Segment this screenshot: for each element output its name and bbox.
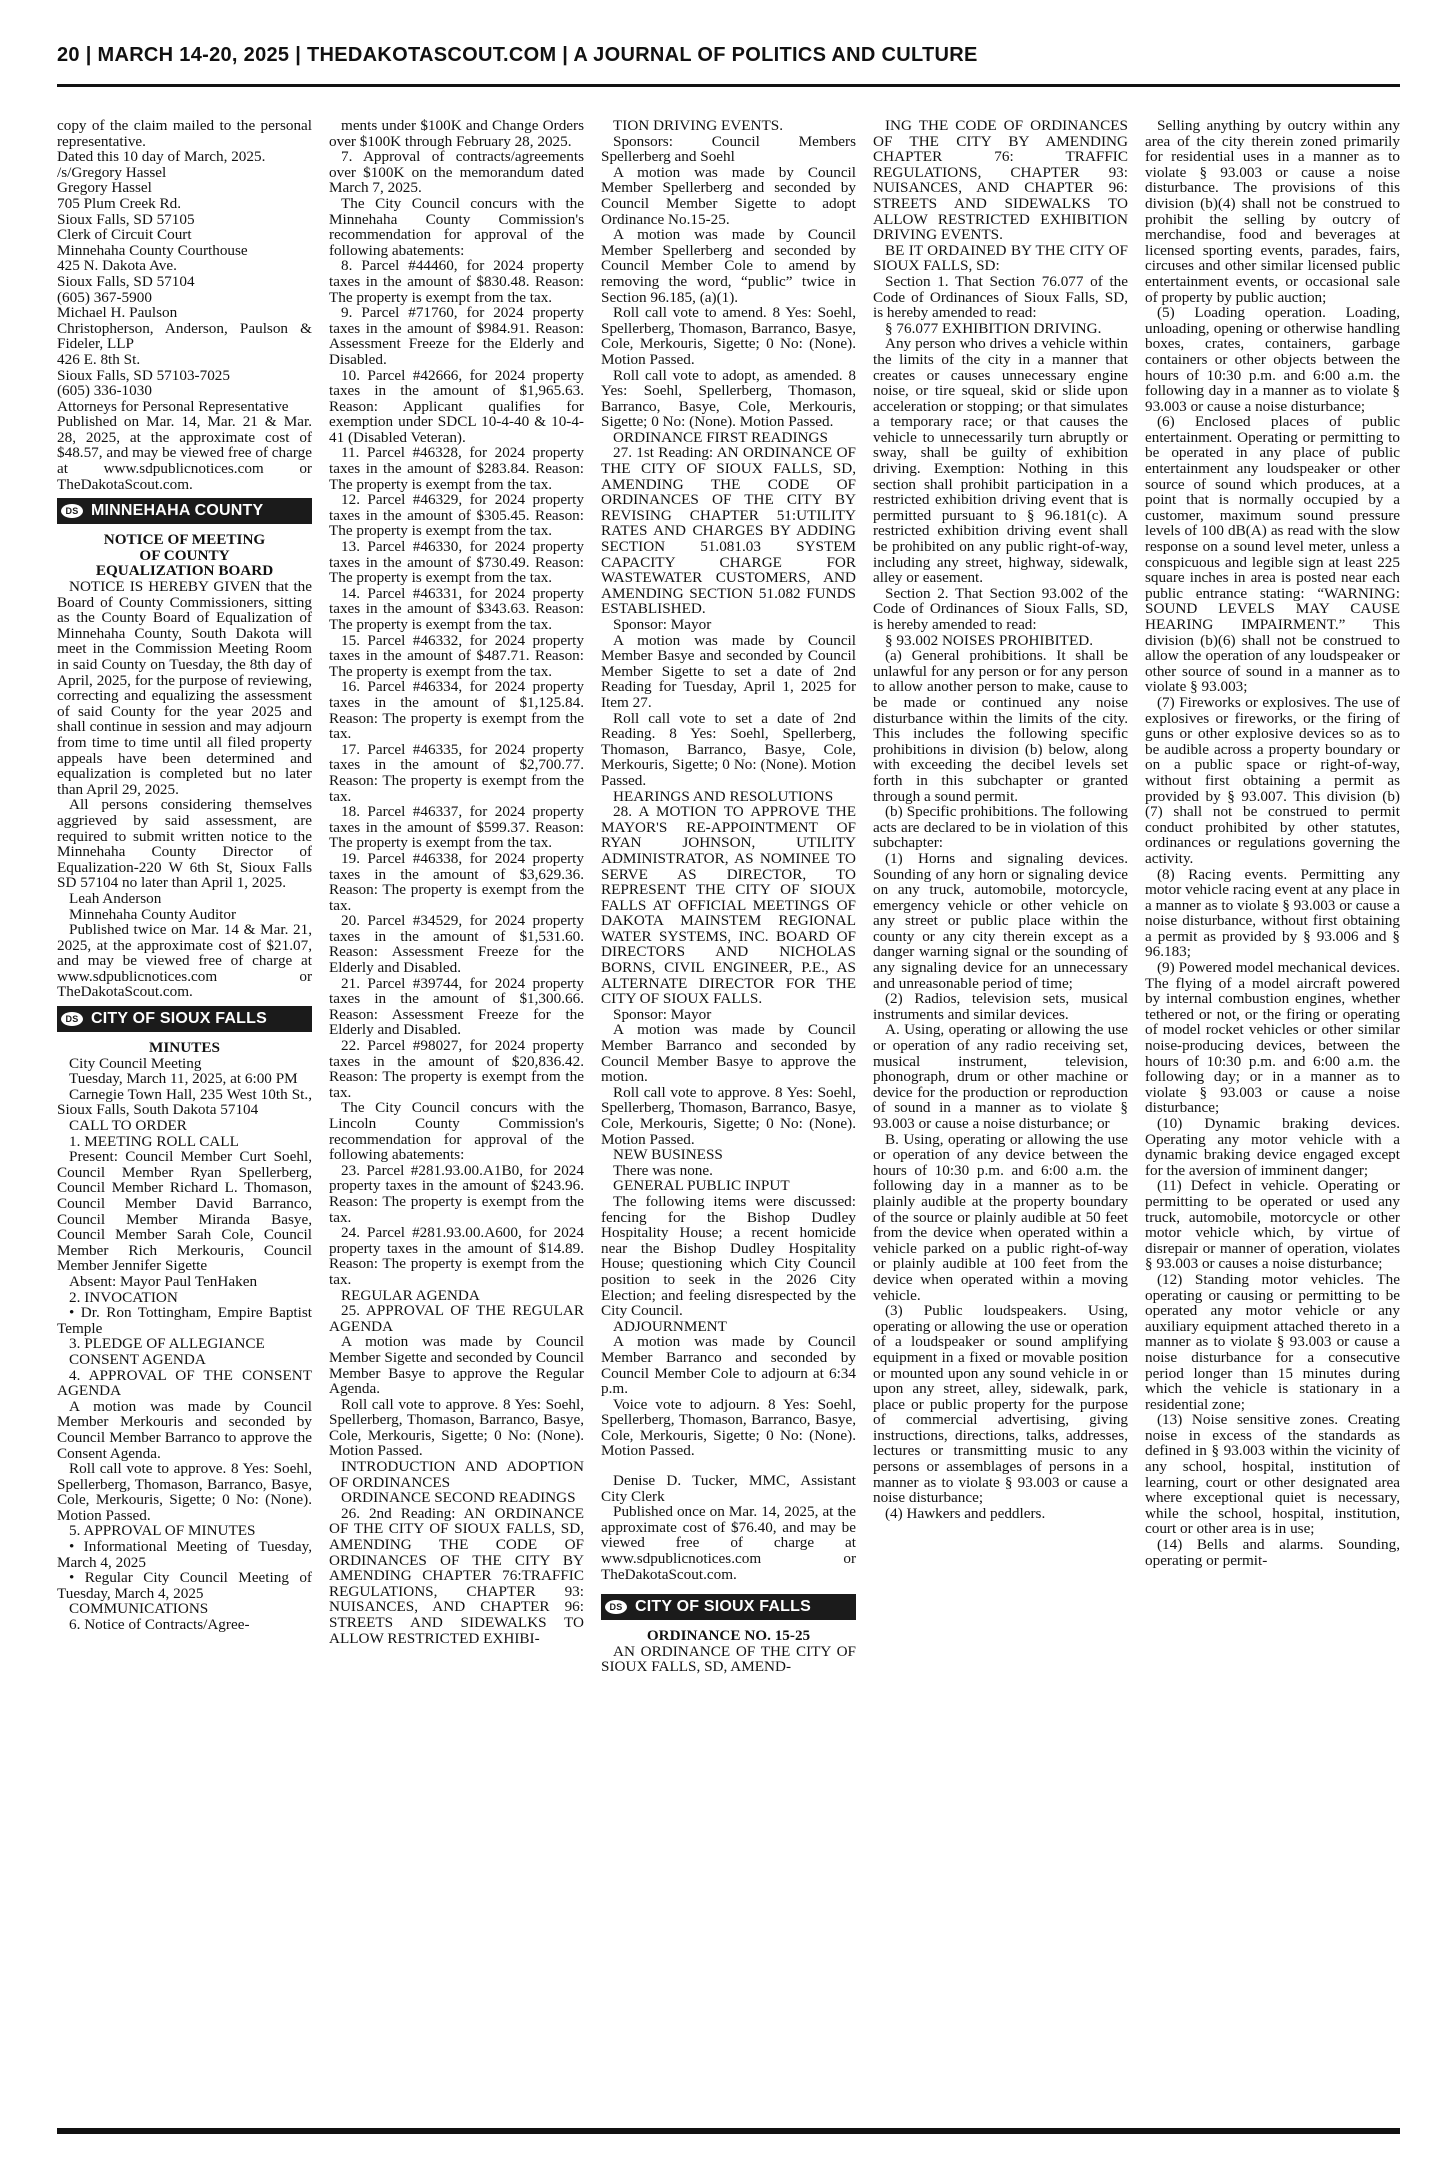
notice-paragraph: HEARINGS AND RESOLUTIONS — [613, 787, 834, 805]
notice-paragraph: (6) Enclosed places of public entertainment. Operating or permitting to be operated in any place of public entertainment any loudspeaker or other source of sound which produces, at a point that is normally occupied by a customer, maximum sound pressure levels of 100 dB(A) as read with the slow response on a sound level meter, unless a conspicuous and legible sign at least 225 square inches in area is posted near each public entrance stating: “WARNING: SOUND LEVELS MAY CAUSE HEARING IMPAIRMENT.” This division (b)(6) shall not be construed to allow the operation of any loudspeaker or other source of sound in a manner as to violate § 93.003; — [1145, 413, 1400, 696]
notice-paragraph: Roll call vote to set a date of 2nd Reading. 8 Yes: Soehl, Spellerberg, Thomason, Barranco, Basye, Cole, Merkouris, Sigette; 0 No: (None). Motion Passed. — [601, 709, 856, 789]
notice-paragraph: NOTICE OF MEETING — [103, 531, 266, 549]
notice-paragraph: Denise D. Tucker, MMC, Assistant City Clerk — [601, 1472, 856, 1505]
notice-paragraph: 14. Parcel #46331, for 2024 property taxes in the amount of $343.63. Reason: The property is exempt from the tax. — [329, 584, 584, 633]
notice-paragraph: 16. Parcel #46334, for 2024 property taxes in the amount of $1,125.84. Reason: The property is exempt from the tax. — [329, 678, 584, 743]
notice-paragraph: 7. Approval of contracts/agreements over $100K on the memorandum dated March 7, 2025. — [329, 148, 584, 197]
notice-paragraph: Attorneys for Personal Representative — [57, 397, 289, 415]
notice-paragraph: Present: Council Member Curt Soehl, Council Member Ryan Spellerberg, Council Member Richard L. Thomason, Council Member David Barranco, Council Member Miranda Basye, Council Member Sarah Cole, Council Member Rich Merkouris, Council Member Jennifer Sigette — [57, 1148, 312, 1275]
notice-paragraph: (7) Fireworks or explosives. The use of explosives or fireworks, or the firing of guns or other explosive devices so as to be audible across a property boundary or on a public space or right-of-way, without first obtaining a permit as provided by § 93.007. This division (b)(7) shall not be construed to permit conduct prohibited by other statutes, ordinances or regulations governing the activity. — [1145, 693, 1400, 867]
notice-paragraph: 5. APPROVAL OF MINUTES — [69, 1522, 256, 1540]
header-separator: | — [562, 44, 574, 66]
notice-paragraph: Michael H. Paulson — [57, 304, 178, 322]
notice-paragraph: AN ORDINANCE OF THE CITY OF SIOUX FALLS, SD, AMEND- — [601, 1642, 856, 1676]
notice-paragraph: 15. Parcel #46332, for 2024 property taxes in the amount of $487.71. Reason: The property is exempt from the tax. — [329, 631, 584, 680]
notice-paragraph: 27. 1st Reading: AN ORDINANCE OF THE CITY OF SIOUX FALLS, SD, AMENDING THE CODE OF ORDINANCES OF THE CITY BY REVISING CHAPTER 51:UTILITY RATES AND CHARGES BY ADDING SECTION 51.081.03 SYSTEM CAPACITY CHARGE FOR WASTEWATER CUSTOMERS, AND AMENDING SECTION 51.082 FUNDS ESTABLISHED. — [601, 444, 856, 618]
notice-paragraph: Sioux Falls, SD 57105 — [57, 210, 195, 228]
notice-paragraph: 4. APPROVAL OF THE CONSENT AGENDA — [57, 1366, 312, 1400]
notice-paragraph: 6. Notice of Contracts/Agree- — [69, 1616, 250, 1634]
ordinance-title: ORDINANCE NO. 15-25 — [646, 1627, 811, 1645]
notice-paragraph: Sioux Falls, SD 57103-7025 — [57, 366, 230, 384]
notice-paragraph: 17. Parcel #46335, for 2024 property taxes in the amount of $2,700.77. Reason: The property is exempt from the tax. — [329, 740, 584, 805]
notice-paragraph: 28. A MOTION TO APPROVE THE MAYOR'S RE-APPOINTMENT OF RYAN JOHNSON, UTILITY ADMINISTRATOR, AS NOMINEE TO SERVE AS DIRECTOR, TO REPRESENT THE CITY OF SIOUX FALLS AT OFFICIAL MEETINGS OF DAKOTA MAINSTEM REGIONAL WATER SYSTEMS, INC. BOARD OF DIRECTORS AND NICHOLAS BORNS, CIVIL ENGINEER, P.E., AS ALTERNATE DIRECTOR FOR THE CITY OF SIOUX FALLS. — [601, 803, 856, 1008]
notice-paragraph: CONSENT AGENDA — [69, 1350, 206, 1368]
notice-paragraph: Clerk of Circuit Court — [57, 226, 192, 244]
notice-paragraph: Published on Mar. 14, Mar. 21 & Mar. 28, 2025, at the approximate cost of $48.57, and may be viewed free of charge at www.sdpublicnotices.com or TheDakotaScout.com. — [57, 413, 312, 493]
notice-paragraph: (b) Specific prohibitions. The following acts are declared to be in violation of this subchapter: — [873, 803, 1128, 852]
notice-paragraph: NEW BUSINESS — [613, 1146, 723, 1164]
notice-paragraph: 3. PLEDGE OF ALLEGIANCE — [69, 1335, 265, 1353]
notice-paragraph: (10) Dynamic braking devices. Operating any motor vehicle with a dynamic braking device engaged except for the aversion of imminent danger; — [1145, 1115, 1400, 1179]
notice-paragraph: GENERAL PUBLIC INPUT — [613, 1177, 790, 1195]
probate-notice-end — [57, 118, 312, 492]
notice-paragraph: 8. Parcel #44460, for 2024 property taxes in the amount of $830.48. Reason: The property is exempt from the tax. — [329, 257, 584, 306]
notice-paragraph: Selling anything by outcry within any area of the city therein zoned primarily for residential uses in a manner as to violate § 93.003 or cause a noise disturbance. The provisions of this division (b)(4) shall not be construed to prohibit the selling by outcry of merchandise, food and beverages at licensed sporting events, parades, fairs, circuses and other similar licensed public entertainment events, or occasional sale of property by public auction; — [1145, 118, 1400, 306]
notice-paragraph: The City Council concurs with the Lincoln County Commission's recommendation for approval of the following abatements: — [329, 1099, 584, 1164]
notice-paragraph: ADJOURNMENT — [613, 1317, 727, 1335]
notice-paragraph: Absent: Mayor Paul TenHaken — [69, 1272, 258, 1290]
notice-paragraph: REGULAR AGENDA — [341, 1286, 480, 1304]
notice-paragraph: NOTICE IS HEREBY GIVEN that the Board of County Commissioners, sitting as the County Board of Equalization of Minnehaha County, South Dakota will meet in the Commission Meeting Room in said County on Tuesday, the 8th day of April, 2025, for the purpose of reviewing, correcting and equalizing the assessment of said County for the year 2025 and shall continue in session and may adjourn from time to time until all filed property appeals have been determined and equalization is completed but no later than April 29, 2025. — [57, 578, 312, 798]
notice-paragraph: Sioux Falls, SD 57104 — [57, 272, 195, 290]
tagline: A JOURNAL OF POLITICS AND CULTURE — [573, 44, 978, 66]
notice-paragraph: Minnehaha County Auditor — [69, 905, 237, 923]
section-banner-sioux-falls: DS CITY OF SIOUX FALLS — [601, 1594, 856, 1620]
notice-paragraph: 425 N. Dakota Ave. — [57, 257, 177, 275]
column-4 — [873, 118, 1128, 2103]
issue-date: MARCH 14-20, 2025 — [97, 44, 290, 66]
notice-paragraph: 20. Parcel #34529, for 2024 property taxes in the amount of $1,531.60. Reason: Assessment Freeze for the Elderly and Disabled. — [329, 912, 584, 977]
notice-paragraph: Carnegie Town Hall, 235 West 10th St., Sioux Falls, South Dakota 57104 — [57, 1085, 312, 1119]
notice-paragraph: Dated this 10 day of March, 2025. — [57, 148, 266, 166]
notice-paragraph: (14) Bells and alarms. Sounding, operating or permit- — [1145, 1536, 1400, 1569]
column-2 — [329, 118, 584, 2103]
council-minutes-continued — [329, 118, 584, 1646]
notice-paragraph: /s/Gregory Hassel — [57, 163, 167, 181]
page-header — [57, 44, 1407, 74]
notice-paragraph: (13) Noise sensitive zones. Creating noise in excess of the standards as defined in § 93.003 within the vicinity of any school, hospital, institution of learning, court or other designated area where exceptional quiet is necessary, while the school, hospital, institution, court or other area is in use; — [1145, 1411, 1400, 1538]
notice-paragraph: A motion was made by Council Member Merkouris and seconded by Council Member Barranco to approve the Consent Agenda. — [57, 1397, 312, 1462]
notice-paragraph: A. Using, operating or allowing the use or operation of any radio receiving set, musical instrument, television, phonograph, drum or other machine or device for the production or reproduction of sound in a manner as to violate § 93.003 or cause a noise disturbance; or — [873, 1021, 1128, 1132]
notice-paragraph: A motion was made by Council Member Spellerberg and seconded by Council Member Cole to amend by removing the word, “public” twice in Section 96.185, (a)(1). — [601, 226, 856, 306]
notice-paragraph: A motion was made by Council Member Barranco and seconded by Council Member Basye to approve the motion. — [601, 1021, 856, 1086]
notice-paragraph: (12) Standing motor vehicles. The operating or causing or permitting to be operated any motor vehicle or any auxiliary equipment attached thereto in a manner as to violate § 93.003 or cause a noise disturbance for a consecutive period longer than 15 minutes during which the vehicle is stationary in a residential zone; — [1145, 1270, 1400, 1413]
notice-paragraph: Minnehaha County Courthouse — [57, 241, 248, 259]
column-5 — [1145, 118, 1400, 2103]
notice-paragraph: Christopherson, Anderson, Paulson & Fideler, LLP — [57, 319, 312, 353]
notice-paragraph: (a) General prohibitions. It shall be unlawful for any person or for any person to allow another person to make, cause to be made or continued any noise disturbance within the limits of the city. This includes the following specific prohibitions in division (b) below, along with exceeding the decibel levels set forth in this subchapter or granted through a sound permit. — [873, 647, 1128, 805]
ordinance-text — [601, 1644, 856, 1675]
notice-paragraph: (8) Racing events. Permitting any motor vehicle racing event at any place in a manner as to violate § 93.003 or cause a noise disturbance, without first obtaining a permit as provided by § 93.006 and § 96.183; — [1145, 865, 1400, 961]
notice-paragraph: Roll call vote to approve. 8 Yes: Soehl, Spellerberg, Thomason, Barranco, Basye, Cole, Merkouris, Sigette; 0 No: (None). Motion Passed. — [601, 1083, 856, 1148]
notice-paragraph: Roll call vote to approve. 8 Yes: Soehl, Spellerberg, Thomason, Barranco, Basye, Cole, Merkouris, Sigette; 0 No: (None). Motion Passed. — [57, 1460, 312, 1524]
notice-paragraph: CALL TO ORDER — [69, 1117, 187, 1135]
notice-paragraph: 26. 2nd Reading: AN ORDINANCE OF THE CITY OF SIOUX FALLS, SD, AMENDING THE CODE OF ORDINANCES OF THE CITY BY AMENDING CHAPTER 76:TRAFFIC REGULATIONS, CHAPTER 93: NUISANCES, AND CHAPTER 96: STREETS AND SIDEWALKS TO ALLOW RESTRICTED EXHIBI- — [329, 1504, 584, 1647]
notice-paragraph: OF COUNTY — [139, 546, 230, 564]
notice-paragraph: EQUALIZATION BOARD — [95, 562, 274, 580]
column-3 — [601, 118, 856, 2103]
notice-paragraph: 2. INVOCATION — [69, 1288, 178, 1306]
notice-paragraph: (1) Horns and signaling devices. Sounding of any horn or signaling device on any truck, automobile, motorcycle, emergency vehicle or other vehicle on any street or public place within the county or any city therein except as a danger warning signal or the sounding of any signaling device for an unnecessary and unreasonable period of time; — [873, 849, 1128, 992]
notice-paragraph: • Informational Meeting of Tuesday, March 4, 2025 — [57, 1538, 312, 1571]
notice-paragraph: Section 2. That Section 93.002 of the Code of Ordinances of Sioux Falls, SD, is hereby amended to read: — [873, 584, 1128, 633]
notice-paragraph: ORDINANCE SECOND READINGS — [341, 1489, 576, 1507]
notice-paragraph: 9. Parcel #71760, for 2024 property taxes in the amount of $984.91. Reason: Assessment Freeze for the Elderly and Disabled. — [329, 304, 584, 368]
notice-paragraph: Sponsors: Council Members Spellerberg and Soehl — [601, 132, 856, 166]
notice-paragraph: • Dr. Ron Tottingham, Empire Baptist Temple — [57, 1304, 312, 1337]
notice-paragraph: • Regular City Council Meeting of Tuesday, March 4, 2025 — [57, 1569, 312, 1602]
notice-paragraph: 13. Parcel #46330, for 2024 property taxes in the amount of $730.49. Reason: The property is exempt from the tax. — [329, 538, 584, 587]
notice-paragraph: (5) Loading operation. Loading, unloading, opening or otherwise handling boxes, crates, containers, garbage containers or other objects between the hours of 10:30 p.m. and 6:00 a.m. the following day in a manner as to violate § 93.003 or cause a noise disturbance; — [1145, 304, 1400, 415]
notice-paragraph: Sponsor: Mayor — [613, 616, 712, 633]
council-minutes — [57, 1056, 312, 1633]
header-rule — [57, 84, 1400, 87]
notices-columns — [57, 118, 1400, 2103]
notice-paragraph: Sponsor: Mayor — [613, 1005, 712, 1023]
notice-paragraph: (605) 367-5900 — [57, 288, 152, 306]
equalization-notice-title — [57, 532, 312, 579]
notice-paragraph: copy of the claim mailed to the personal representative. — [57, 118, 312, 150]
notice-paragraph: The City Council concurs with the Minnehaha County Commission's recommendation for approval of the following abatements: — [329, 194, 584, 259]
notice-paragraph: (2) Radios, television sets, musical instruments and similar devices. — [873, 990, 1128, 1023]
notice-paragraph: B. Using, operating or allowing the use or operation of any device between the hours of 10:30 p.m. and 6:00 a.m. the following day in a manner as to be plainly audible at the property boundary of the source or plainly audible at 50 feet from the device when operated within a vehicle parked on a public right-of-way or plainly audible at 100 feet from the device when operated within a moving vehicle. — [873, 1130, 1128, 1304]
notice-paragraph: 25. APPROVAL OF THE REGULAR AGENDA — [329, 1302, 584, 1335]
notice-paragraph: 19. Parcel #46338, for 2024 property taxes in the amount of $3,629.36. Reason: The property is exempt from the tax. — [329, 849, 584, 914]
notice-paragraph: 21. Parcel #39744, for 2024 property taxes in the amount of $1,300.66. Reason: Assessment Freeze for the Elderly and Disabled. — [329, 974, 584, 1039]
clerk-signature — [601, 1473, 856, 1582]
notice-paragraph: Roll call vote to approve. 8 Yes: Soehl, Spellerberg, Thomason, Barranco, Basye, Cole, Merkouris, Sigette; 0 No: (None). Motion Passed. — [329, 1395, 584, 1460]
page-number: 20 — [57, 44, 80, 66]
section-banner-sioux-falls: DS CITY OF SIOUX FALLS — [57, 1006, 312, 1032]
column-1 — [57, 118, 312, 2103]
site-name: THEDAKOTASCOUT.COM — [306, 44, 557, 66]
notice-paragraph: § 93.002 NOISES PROHIBITED. — [885, 631, 1093, 649]
notice-paragraph: Leah Anderson — [69, 889, 162, 907]
header-separator: | — [295, 44, 307, 66]
notice-paragraph: The following items were discussed: fencing for the Bishop Dudley Hospitality House; a recent homicide near the Bishop Dudley Hospitality House; questioning which City Council position to seek in the 2026 City Election; and feeling disrespected by the City Council. — [601, 1192, 856, 1320]
notice-paragraph: 18. Parcel #46337, for 2024 property taxes in the amount of $599.37. Reason: The property is exempt from the tax. — [329, 803, 584, 852]
notice-paragraph: There was none. — [613, 1161, 713, 1179]
notice-paragraph: Roll call vote to amend. 8 Yes: Soehl, Spellerberg, Thomason, Barranco, Basye, Cole, Merkouris, Sigette; 0 No: (None). Motion Passed. — [601, 304, 856, 368]
notice-paragraph: Roll call vote to adopt, as amended. 8 Yes: Soehl, Spellerberg, Thomason, Barranco, Basye, Cole, Merkouris, Sigette; 0 No: (None). Motion Passed. — [601, 366, 856, 431]
notice-paragraph: INTRODUCTION AND ADOPTION OF ORDINANCES — [329, 1458, 584, 1491]
notice-paragraph: A motion was made by Council Member Spellerberg and seconded by Council Member Sigette to adopt Ordinance No.15-25. — [601, 163, 856, 228]
notice-paragraph: Gregory Hassel — [57, 179, 152, 197]
notice-paragraph: ments under $100K and Change Orders over $100K through February 28, 2025. — [329, 118, 584, 150]
header-separator: | — [85, 44, 98, 66]
notice-paragraph: 24. Parcel #281.93.00.A600, for 2024 property taxes in the amount of $14.89. Reason: The property is exempt from the tax. — [329, 1224, 584, 1288]
notice-paragraph: 12. Parcel #46329, for 2024 property taxes in the amount of $305.45. Reason: The property is exempt from the tax. — [329, 491, 584, 540]
notice-paragraph: BE IT ORDAINED BY THE CITY OF SIOUX FALLS, SD: — [873, 241, 1128, 275]
equalization-notice — [57, 579, 312, 1000]
notice-paragraph: ING THE CODE OF ORDINANCES OF THE CITY BY AMENDING CHAPTER 76: TRAFFIC REGULATIONS, CHAPTER 93: NUISANCES, AND CHAPTER 96: STREETS AND SIDEWALKS TO ALLOW RESTRICTED EXHIBITION DRIVING EVENTS. — [873, 118, 1128, 244]
notice-paragraph: 426 E. 8th St. — [57, 350, 141, 368]
notice-paragraph: COMMUNICATIONS — [69, 1600, 209, 1618]
minutes-title: MINUTES — [149, 1039, 220, 1057]
notice-paragraph: (605) 336-1030 — [57, 382, 152, 400]
notice-paragraph: All persons considering themselves aggrieved by said assessment, are required to submit written notice to the Minnehaha County Director of Equalization-220 W 6th St, Sioux Falls SD 57104 no later than April 1, 2025. — [57, 796, 312, 892]
scout-logo-icon: DS — [57, 1006, 87, 1032]
notice-paragraph: Section 1. That Section 76.077 of the Code of Ordinances of Sioux Falls, SD, is hereby amended to read: — [873, 272, 1128, 322]
footer-rule — [57, 2128, 1400, 2134]
notice-paragraph: City Council Meeting — [69, 1054, 202, 1072]
ordinance-text-continued — [873, 118, 1128, 1521]
notice-paragraph: 705 Plum Creek Rd. — [57, 194, 182, 212]
notice-paragraph: 23. Parcel #281.93.00.A1B0, for 2024 property taxes in the amount of $243.96. Reason: The property is exempt from the tax. — [329, 1161, 584, 1226]
notice-paragraph: 1. MEETING ROLL CALL — [69, 1132, 239, 1150]
notice-paragraph: § 76.077 EXHIBITION DRIVING. — [885, 319, 1102, 337]
notice-paragraph: A motion was made by Council Member Basye and seconded by Council Member Sigette to set a date of 2nd Reading for Tuesday, April 1, 2025 for Item 27. — [601, 631, 856, 711]
notice-paragraph: Published once on Mar. 14, 2025, at the approximate cost of $76.40, and may be viewed free of charge at www.sdpublicnotices.com or TheDakotaScout.com. — [601, 1503, 856, 1583]
section-banner-minnehaha: DS MINNEHAHA COUNTY — [57, 498, 312, 524]
scout-logo-icon: DS — [57, 498, 87, 524]
notice-paragraph: A motion was made by Council Member Barranco and seconded by Council Member Cole to adjourn at 6:34 p.m. — [601, 1333, 856, 1398]
scout-logo-icon: DS — [601, 1594, 631, 1620]
notice-paragraph: TION DRIVING EVENTS. — [613, 118, 783, 134]
notice-paragraph: ORDINANCE FIRST READINGS — [613, 428, 828, 446]
notice-paragraph: Tuesday, March 11, 2025, at 6:00 PM — [69, 1070, 298, 1088]
notice-paragraph: (9) Powered model mechanical devices. The flying of a model aircraft powered by internal combustion engines, whether tethered or not, or the firing or operating of model rocket vehicles or other similar noise-producing devices, between the hours of 10:30 p.m. and 6:00 a.m. the following day; or in a manner as to violate § 93.003 or cause a noise disturbance; — [1145, 959, 1400, 1117]
notice-paragraph: A motion was made by Council Member Sigette and seconded by Council Member Basye to approve the Regular Agenda. — [329, 1333, 584, 1398]
notice-paragraph: Published twice on Mar. 14 & Mar. 21, 2025, at the approximate cost of $21.07, and may be viewed free of charge at www.sdpublicnotices.com or TheDakotaScout.com. — [57, 921, 312, 1001]
ordinance-text-continued — [1145, 118, 1400, 1568]
notice-paragraph: Voice vote to adjourn. 8 Yes: Soehl, Spellerberg, Thomason, Barranco, Basye, Cole, Merkouris, Sigette; 0 No: (None). Motion Passed. — [601, 1395, 856, 1460]
notice-paragraph: 11. Parcel #46328, for 2024 property taxes in the amount of $283.84. Reason: The property is exempt from the tax. — [329, 444, 584, 493]
notice-paragraph: Any person who drives a vehicle within the limits of the city in a manner that creates or causes unnecessary engine noise, or tire squeal, skid or slide upon acceleration or stopping; or that simulates a temporary race; or that causes the vehicle to unnecessarily turn abruptly or sway, shall be guilty of exhibition driving. Exemption: Nothing in this section shall prohibit participation in a restricted exhibition driving event that is permitted pursuant to § 96.181(c). A restricted exhibition driving event shall be prohibited on any public right-of-way, including any street, highway, sidewalk, alley or easement. — [873, 335, 1128, 587]
notice-paragraph: (4) Hawkers and peddlers. — [885, 1504, 1046, 1522]
council-minutes-continued — [601, 118, 856, 1459]
notice-paragraph: (3) Public loudspeakers. Using, operating or allowing the use or operation of a loudspeaker or sound amplifying equipment in a fixed or movable position or mounted upon any sound vehicle in or upon any street, alley, sidewalk, park, place or public property for the purpose of commercial advertising, giving instructions, directions, talks, addresses, lectures or transmitting music to any persons or assemblages of persons in a manner as to violate § 93.003 or cause a noise disturbance; — [873, 1302, 1128, 1507]
notice-paragraph: 10. Parcel #42666, for 2024 property taxes in the amount of $1,965.63. Reason: Applicant qualifies for exemption under SDCL 10-4-40 & 10-4-41 (Disabled Veteran). — [329, 366, 584, 446]
notice-paragraph: 22. Parcel #98027, for 2024 property taxes in the amount of $20,836.42. Reason: The property is exempt from the tax. — [329, 1037, 584, 1101]
notice-paragraph: (11) Defect in vehicle. Operating or permitting to be operated or used any truck, automobile, motorcycle or other motor vehicle which, by virtue of disrepair or manner of operation, violates § 93.003 or causes a noise disturbance; — [1145, 1177, 1400, 1273]
